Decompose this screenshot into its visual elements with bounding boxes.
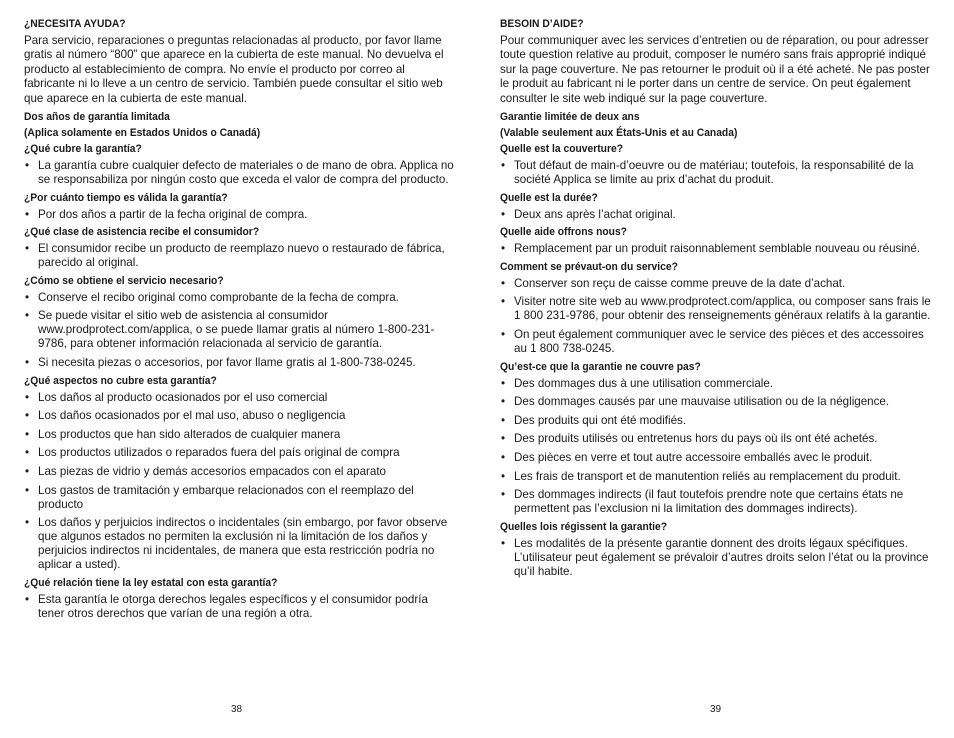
warranty-title: Garantie limitée de deux ans (500, 111, 640, 124)
list-item: • Si necesita piezas o accesorios, por favor llame gratis al 1-800-738-0245. (24, 356, 456, 370)
page-right-french (500, 18, 932, 583)
list-item: • Se puede visitar el sitio web de asistencia al consumidor www.prodprotect.com/applica, o se puede llamar gratis al número 1-800-231-9786, para obtener información relacionada al servicio de garantía. (24, 309, 456, 351)
section-heading: Comment se prévaut-on du service? (500, 260, 678, 273)
bullet-list (24, 593, 456, 621)
bullet-list (500, 159, 932, 187)
list-item: • Visiter notre site web au www.prodprotect.com/applica, ou composer sans frais le 1 800 231-9786, pour obtenir des renseignements généraux relatifs à la garantie. (500, 295, 932, 323)
warranty-scope: (Valable seulement aux États-Unis et au Canada) (500, 127, 738, 140)
list-item: • Des dommages indirects (il faut toutefois prendre note que certains états ne permettent pas l’exclusion ni la limitation des dommages indirects). (500, 488, 932, 516)
section-heading: ¿Qué aspectos no cubre esta garantía? (24, 374, 217, 387)
list-item: • Les modalités de la présente garantie donnent des droits légaux spécifiques. L’utilisateur peut également se prévaloir d’autres droits selon l’état ou la province qu’il habite. (500, 537, 932, 579)
list-item: • Las piezas de vidrio y demás accesorios empacados con el aparato (24, 465, 456, 479)
section-heading: Quelle aide offrons nous? (500, 226, 627, 239)
section-heading: ¿Por cuánto tiempo es válida la garantía? (24, 191, 228, 204)
help-intro: Pour communiquer avec les services d’entretien ou de réparation, ou pour adresser toute question relative au produit, composer le numéro sans frais approprié indiqué sur la page couverture. Ne pas retourner le produit où il a été acheté. Ne pas poster le produit au fabricant ni le porter dans un centre de service. On peut également consulter le site web indiqué sur la page couverture. (500, 34, 930, 105)
list-item: • Des produits utilisés ou entretenus hors du pays où ils ont été achetés. (500, 432, 932, 446)
warranty-title: Dos años de garantía limitada (24, 111, 170, 124)
help-title: ¿NECESITA AYUDA? (24, 18, 126, 30)
section-heading: ¿Cómo se obtiene el servicio necesario? (24, 274, 224, 287)
help-title: BESOIN D’AIDE? (500, 18, 584, 30)
bullet-list (500, 242, 932, 256)
list-item: • Des pièces en verre et tout autre accessoire emballés avec le produit. (500, 451, 932, 465)
bullet-list (500, 277, 932, 356)
bullet-list (24, 208, 456, 222)
bullet-list (500, 377, 932, 517)
list-item: • Los daños y perjuicios indirectos o incidentales (sin embargo, por favor observe que algunos estados no permiten la exclusión ni la limitación de los daños y perjuicios indirectos ni incidentales, de manera que esta restricción podría no aplicar a usted). (24, 516, 456, 572)
list-item: • Des dommages dus à une utilisation commerciale. (500, 377, 932, 391)
list-item: • Deux ans après l’achat original. (500, 208, 932, 222)
page-left-spanish (24, 18, 456, 625)
bullet-list (24, 242, 456, 270)
list-item: • Los productos utilizados o reparados fuera del país original de compra (24, 446, 456, 460)
section-heading: Quelle est la couverture? (500, 143, 623, 156)
list-item: • Les frais de transport et de manutention reliés au remplacement du produit. (500, 470, 932, 484)
bullet-list (500, 537, 932, 579)
list-item: • Remplacement par un produit raisonnablement semblable nouveau ou réusiné. (500, 242, 932, 256)
section-heading: Quelle est la durée? (500, 191, 598, 204)
section-heading: ¿Qué clase de asistencia recibe el consumidor? (24, 226, 260, 239)
list-item: • Des produits qui ont été modifiés. (500, 414, 932, 428)
list-item: • On peut également communiquer avec le service des pièces et des accessoires au 1 800 738-0245. (500, 328, 932, 356)
page-number: 39 (710, 704, 722, 715)
section-heading: Quelles lois régissent la garantie? (500, 520, 668, 533)
section-heading: Qu’est-ce que la garantie ne couvre pas? (500, 360, 701, 373)
list-item: • Conserve el recibo original como comprobante de la fecha de compra. (24, 291, 456, 305)
section-heading: ¿Qué cubre la garantía? (24, 143, 142, 156)
list-item: • Conserver son reçu de caisse comme preuve de la date d’achat. (500, 277, 932, 291)
page-number: 38 (231, 704, 243, 715)
list-item: • Tout défaut de main-d’oeuvre ou de matériau; toutefois, la responsabilité de la société Applica se limite au prix d’achat du produit. (500, 159, 932, 187)
list-item: • Por dos años a partir de la fecha original de compra. (24, 208, 456, 222)
bullet-list (500, 208, 932, 222)
list-item: • Des dommages causés par une mauvaise utilisation ou de la négligence. (500, 395, 932, 409)
help-intro: Para servicio, reparaciones o preguntas relacionadas al producto, por favor llame gratis al número “800” que aparece en la cubierta de este manual. No devuelva el producto al establecimiento de compra. No envíe el producto por correo al fabricante ni lo lleve a un centro de servicio. También puede consultar el sitio web que aparece en la cubierta de este manual. (24, 34, 444, 105)
bullet-list (24, 291, 456, 370)
list-item: • Los daños ocasionados por el mal uso, abuso o negligencia (24, 409, 456, 423)
list-item: • Esta garantía le otorga derechos legales específicos y el consumidor podría tener otros derechos que varían de una región a otra. (24, 593, 456, 621)
list-item: • Los gastos de tramitación y embarque relacionados con el reemplazo del producto (24, 484, 456, 512)
list-item: • La garantía cubre cualquier defecto de materiales o de mano de obra. Applica no se responsabiliza por ningún costo que exceda el valor de compra del producto. (24, 159, 456, 187)
list-item: • Los daños al producto ocasionados por el uso comercial (24, 391, 456, 405)
bullet-list (24, 391, 456, 573)
list-item: • Los productos que han sido alterados de cualquier manera (24, 428, 456, 442)
warranty-scope: (Aplica solamente en Estados Unidos o Canadá) (24, 127, 261, 140)
section-heading: ¿Qué relación tiene la ley estatal con esta garantía? (24, 576, 278, 589)
list-item: • El consumidor recibe un producto de reemplazo nuevo o restaurado de fábrica, parecido al original. (24, 242, 456, 270)
bullet-list (24, 159, 456, 187)
